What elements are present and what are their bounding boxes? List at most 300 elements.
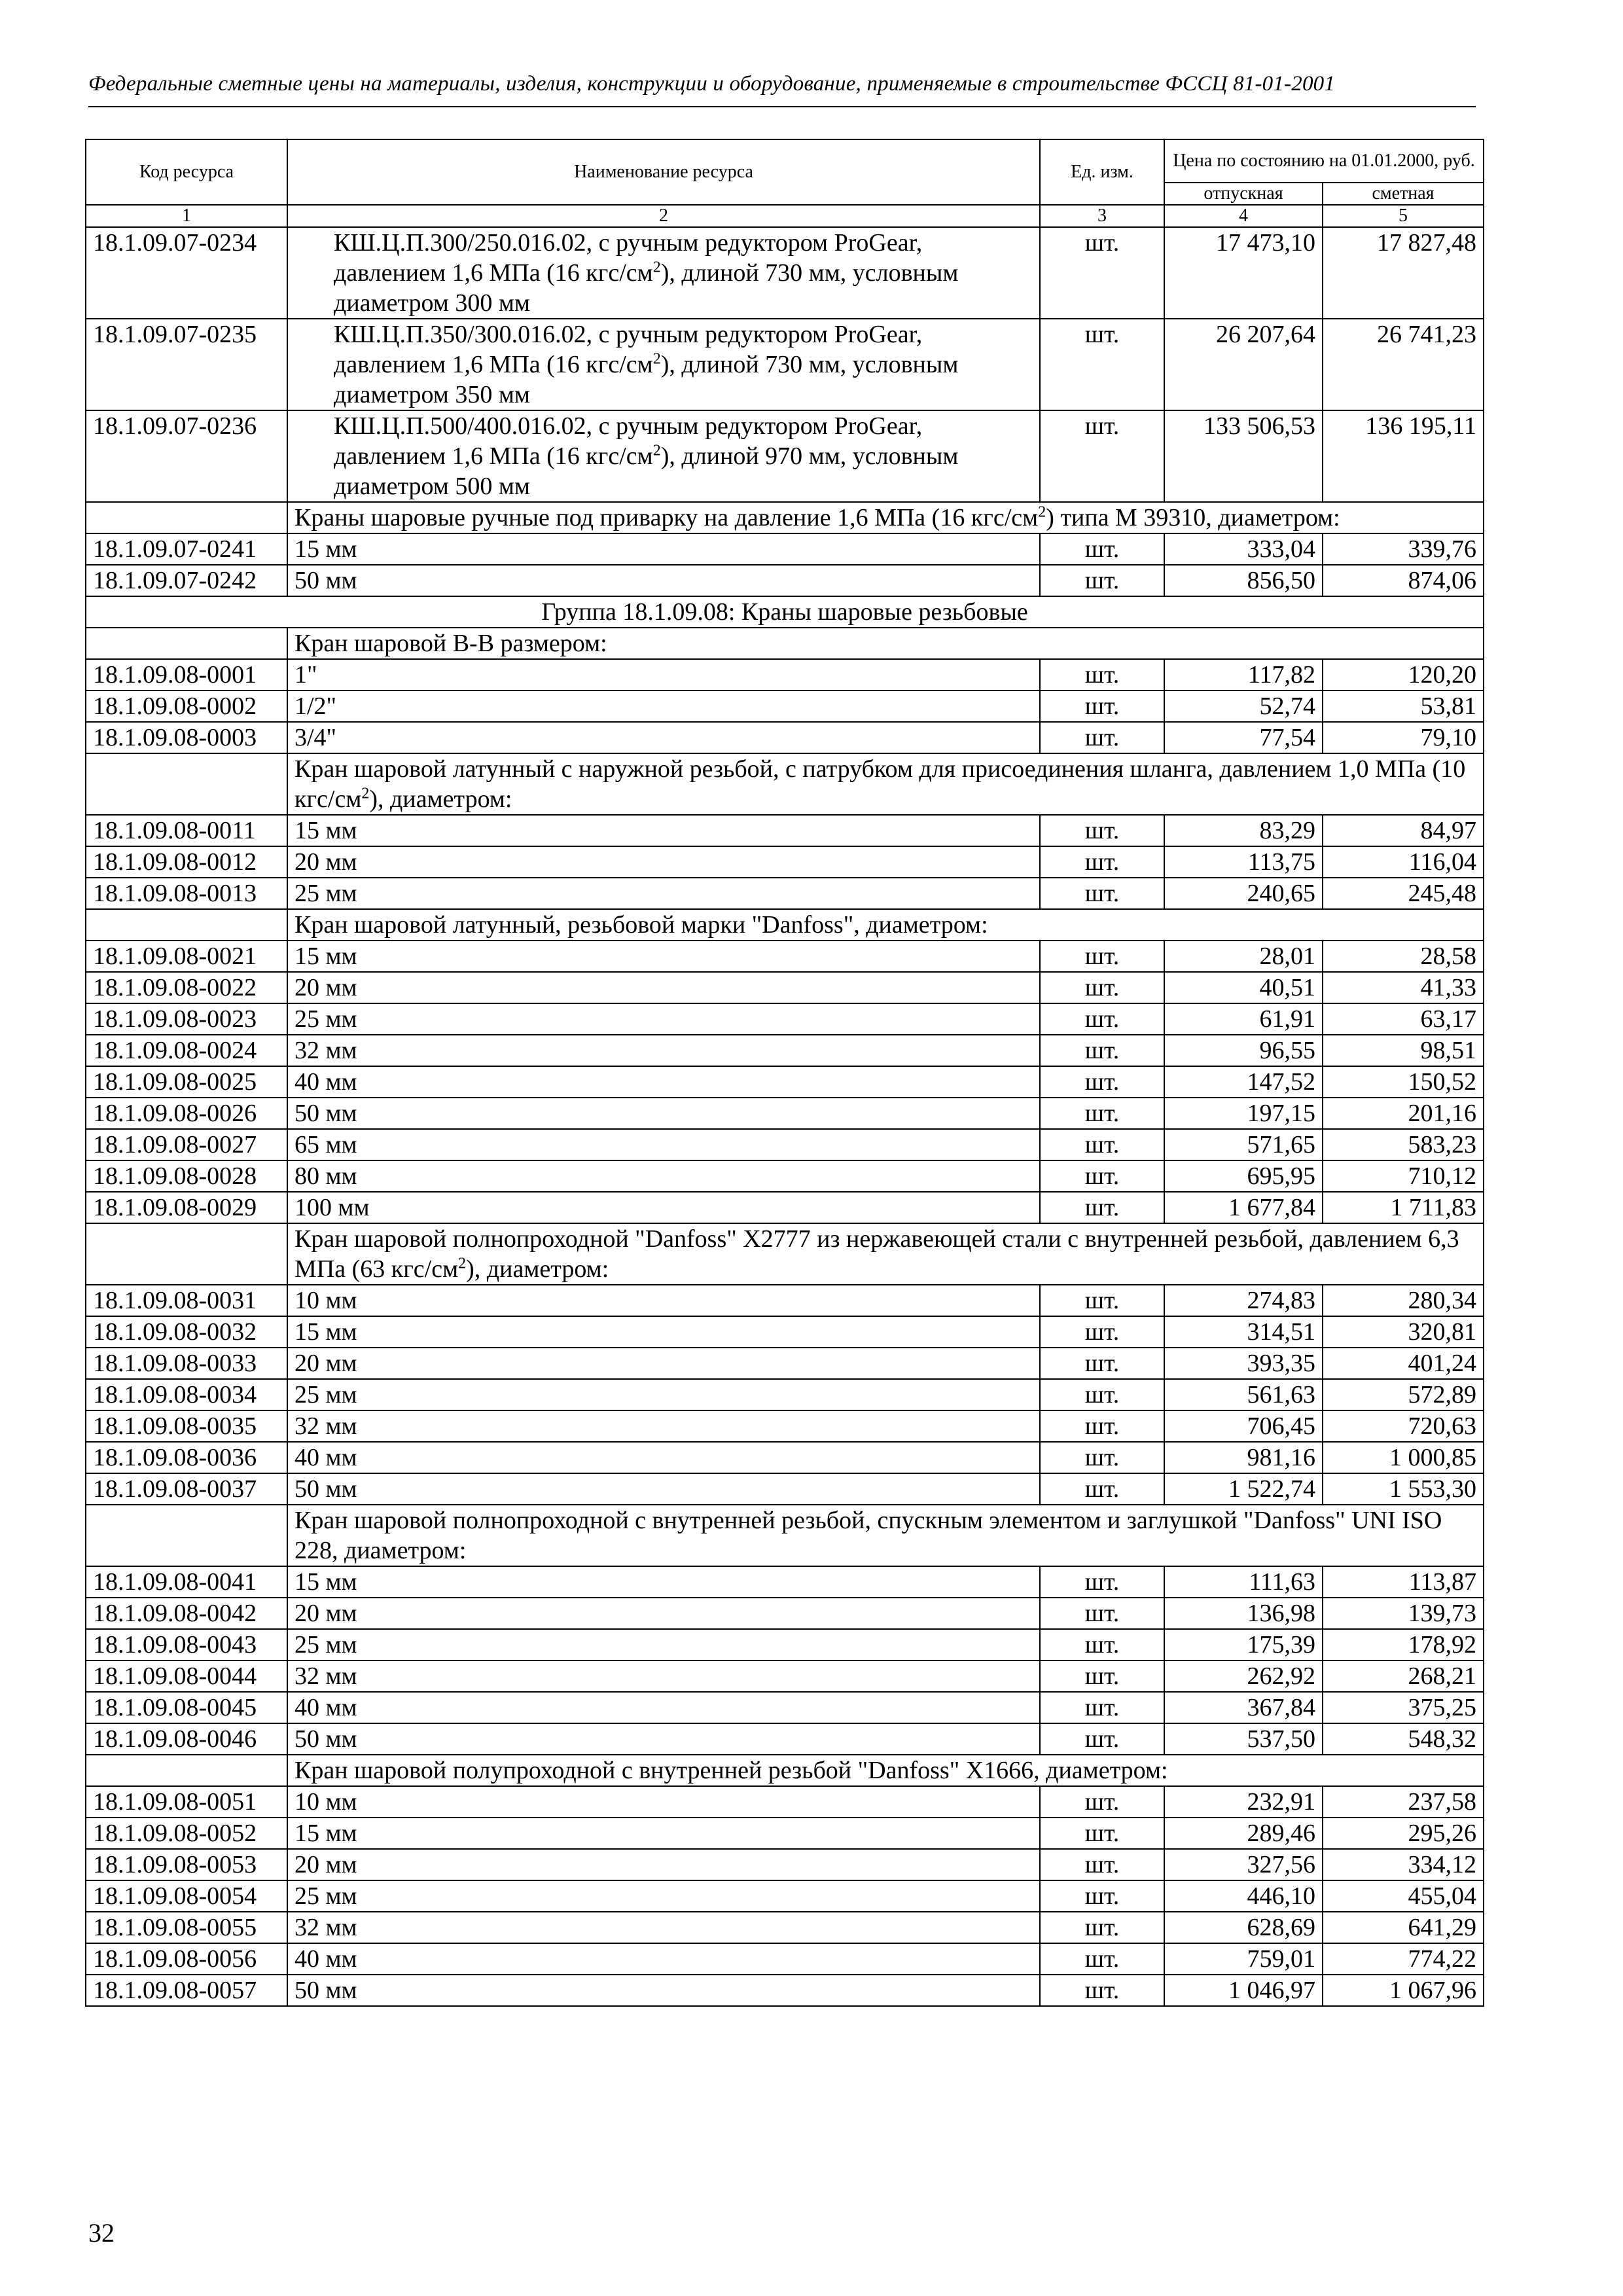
- unit: шт.: [1040, 659, 1164, 691]
- unit: шт.: [1040, 1566, 1164, 1598]
- resource-code: 18.1.09.08-0052: [86, 1818, 287, 1849]
- resource-name: [287, 1975, 1040, 2006]
- release-price: 26 207,64: [1164, 319, 1323, 410]
- release-price: 393,35: [1164, 1348, 1323, 1379]
- table-row: [86, 227, 1484, 319]
- unit: шт.: [1040, 1442, 1164, 1473]
- resource-code: 18.1.09.08-0055: [86, 1912, 287, 1943]
- unit: шт.: [1040, 972, 1164, 1003]
- unit: шт.: [1040, 565, 1164, 596]
- resource-code: 18.1.09.08-0041: [86, 1566, 287, 1598]
- resource-name-text: 100 мм: [294, 1194, 370, 1221]
- resource-code: 18.1.09.08-0012: [86, 846, 287, 878]
- resource-code: 18.1.09.07-0242: [86, 565, 287, 596]
- resource-name-text: 32 мм: [294, 1412, 357, 1440]
- price-table: [85, 139, 1484, 2007]
- resource-code: 18.1.09.08-0056: [86, 1943, 287, 1975]
- release-price: 240,65: [1164, 878, 1323, 909]
- unit: шт.: [1040, 533, 1164, 565]
- resource-name-text: 25 мм: [294, 880, 357, 907]
- unit: шт.: [1040, 1192, 1164, 1223]
- resource-name: [287, 227, 1040, 319]
- estimate-price: 1 067,96: [1323, 1975, 1484, 2006]
- estimate-price: 84,97: [1323, 815, 1484, 846]
- resource-name: [287, 1818, 1040, 1849]
- resource-name-text: 50 мм: [294, 567, 357, 594]
- unit: шт.: [1040, 1035, 1164, 1066]
- resource-name: [287, 1066, 1040, 1098]
- col-number-2: 2: [287, 205, 1040, 227]
- resource-code: 18.1.09.08-0026: [86, 1098, 287, 1129]
- resource-name-text: 40 мм: [294, 1068, 357, 1096]
- release-price: 147,52: [1164, 1066, 1323, 1098]
- resource-code: 18.1.09.07-0235: [86, 319, 287, 410]
- resource-code: 18.1.09.08-0025: [86, 1066, 287, 1098]
- estimate-price: 116,04: [1323, 846, 1484, 878]
- release-price: 289,46: [1164, 1818, 1323, 1849]
- resource-code: 18.1.09.08-0053: [86, 1849, 287, 1880]
- unit: шт.: [1040, 1098, 1164, 1129]
- empty-code-cell: [86, 628, 287, 659]
- estimate-price: 334,12: [1323, 1849, 1484, 1880]
- subgroup-row: [86, 1223, 1484, 1285]
- release-price: 561,63: [1164, 1379, 1323, 1410]
- subgroup-row: [86, 753, 1484, 815]
- table-row: [86, 1316, 1484, 1348]
- table-row: [86, 659, 1484, 691]
- subgroup-heading: Кран шаровой полнопроходной с внутренней резьбой, спускным элементом и заглушкой "Danfoss" UNI ISO 228, диаметром:: [287, 1505, 1484, 1566]
- unit: шт.: [1040, 1598, 1164, 1629]
- unit: шт.: [1040, 941, 1164, 972]
- release-price: 1 046,97: [1164, 1975, 1323, 2006]
- subgroup-row: [86, 502, 1484, 533]
- unit: шт.: [1040, 1066, 1164, 1098]
- unit: шт.: [1040, 1786, 1164, 1818]
- resource-code: 18.1.09.08-0031: [86, 1285, 287, 1316]
- resource-code: 18.1.09.08-0021: [86, 941, 287, 972]
- resource-name-text: 20 мм: [294, 1600, 357, 1627]
- release-price: 1 522,74: [1164, 1473, 1323, 1505]
- release-price: 28,01: [1164, 941, 1323, 972]
- resource-code: 18.1.09.08-0023: [86, 1003, 287, 1035]
- resource-name-text: 32 мм: [294, 1037, 357, 1064]
- col-header-unit: Ед. изм.: [1040, 139, 1164, 205]
- resource-name: [287, 1348, 1040, 1379]
- estimate-price: 874,06: [1323, 565, 1484, 596]
- estimate-price: 720,63: [1323, 1410, 1484, 1442]
- resource-code: 18.1.09.08-0042: [86, 1598, 287, 1629]
- table-row: [86, 1285, 1484, 1316]
- release-price: 40,51: [1164, 972, 1323, 1003]
- col-number-3: 3: [1040, 205, 1164, 227]
- table-row: [86, 565, 1484, 596]
- estimate-price: 339,76: [1323, 533, 1484, 565]
- subgroup-heading: Краны шаровые ручные под приварку на давление 1,6 МПа (16 кгс/$см^2$) типа М 39310, диаметром:: [287, 502, 1484, 533]
- resource-name-text: 15 мм: [294, 1568, 357, 1596]
- release-price: 96,55: [1164, 1035, 1323, 1066]
- unit: шт.: [1040, 319, 1164, 410]
- unit: шт.: [1040, 227, 1164, 319]
- release-price: 314,51: [1164, 1316, 1323, 1348]
- subgroup-heading: Кран шаровой полупроходной с внутренней резьбой "Danfoss" X1666, диаметром:: [287, 1755, 1484, 1786]
- release-price: 133 506,53: [1164, 410, 1323, 502]
- resource-code: 18.1.09.08-0028: [86, 1160, 287, 1192]
- resource-name-text: 10 мм: [294, 1287, 357, 1314]
- unit: шт.: [1040, 1410, 1164, 1442]
- resource-name: [287, 1660, 1040, 1692]
- estimate-price: 455,04: [1323, 1880, 1484, 1912]
- resource-name: [287, 1786, 1040, 1818]
- table-row: [86, 1566, 1484, 1598]
- estimate-price: 245,48: [1323, 878, 1484, 909]
- col-header-estimate-price: сметная: [1323, 183, 1484, 205]
- resource-code: 18.1.09.08-0029: [86, 1192, 287, 1223]
- resource-name-text: 1/2": [294, 692, 337, 720]
- unit: шт.: [1040, 815, 1164, 846]
- unit: шт.: [1040, 1285, 1164, 1316]
- release-price: 136,98: [1164, 1598, 1323, 1629]
- resource-name: [287, 1129, 1040, 1160]
- resource-name: [287, 1566, 1040, 1598]
- resource-code: 18.1.09.08-0002: [86, 691, 287, 722]
- resource-name-text: 20 мм: [294, 1851, 357, 1878]
- resource-name-text: 50 мм: [294, 1100, 357, 1127]
- running-header: Федеральные сметные цены на материалы, изделия, конструкции и оборудование, применяемые в строительстве ФССЦ 81-01-2001: [88, 72, 1476, 107]
- empty-code-cell: [86, 1223, 287, 1285]
- resource-code: 18.1.09.08-0036: [86, 1442, 287, 1473]
- resource-name-text: 32 мм: [294, 1914, 357, 1941]
- resource-name-text: 50 мм: [294, 1475, 357, 1503]
- estimate-price: 1 711,83: [1323, 1192, 1484, 1223]
- estimate-price: 63,17: [1323, 1003, 1484, 1035]
- release-price: 113,75: [1164, 846, 1323, 878]
- unit: шт.: [1040, 1629, 1164, 1660]
- table-row: [86, 815, 1484, 846]
- resource-name: [287, 659, 1040, 691]
- resource-name-text: 50 мм: [294, 1977, 357, 2004]
- table-row: [86, 319, 1484, 410]
- table-row: [86, 1379, 1484, 1410]
- resource-name: [287, 565, 1040, 596]
- resource-code: 18.1.09.07-0234: [86, 227, 287, 319]
- release-price: 695,95: [1164, 1160, 1323, 1192]
- resource-code: 18.1.09.08-0037: [86, 1473, 287, 1505]
- unit: шт.: [1040, 1379, 1164, 1410]
- release-price: 232,91: [1164, 1786, 1323, 1818]
- resource-name-text: 80 мм: [294, 1162, 357, 1190]
- table-row: [86, 1786, 1484, 1818]
- subgroup-row: [86, 1755, 1484, 1786]
- resource-code: 18.1.09.08-0024: [86, 1035, 287, 1066]
- empty-code-cell: [86, 753, 287, 815]
- resource-name: [287, 1473, 1040, 1505]
- unit: шт.: [1040, 410, 1164, 502]
- table-row: [86, 1035, 1484, 1066]
- estimate-price: 26 741,23: [1323, 319, 1484, 410]
- unit: шт.: [1040, 1975, 1164, 2006]
- table-row: [86, 722, 1484, 753]
- table-row: [86, 1975, 1484, 2006]
- table-row: [86, 1129, 1484, 1160]
- table-row: [86, 972, 1484, 1003]
- table-row: [86, 1442, 1484, 1473]
- empty-code-cell: [86, 1755, 287, 1786]
- resource-name: [287, 1692, 1040, 1723]
- resource-name-text: 40 мм: [294, 1945, 357, 1973]
- resource-code: 18.1.09.08-0057: [86, 1975, 287, 2006]
- resource-name: [287, 1442, 1040, 1473]
- estimate-price: 150,52: [1323, 1066, 1484, 1098]
- subgroup-row: [86, 628, 1484, 659]
- estimate-price: 774,22: [1323, 1943, 1484, 1975]
- release-price: 571,65: [1164, 1129, 1323, 1160]
- estimate-price: 641,29: [1323, 1912, 1484, 1943]
- release-price: 61,91: [1164, 1003, 1323, 1035]
- resource-name-text: 15 мм: [294, 942, 357, 970]
- resource-name-text: 1": [294, 661, 317, 689]
- resource-code: 18.1.09.08-0054: [86, 1880, 287, 1912]
- release-price: 274,83: [1164, 1285, 1323, 1316]
- resource-name-text: 25 мм: [294, 1631, 357, 1659]
- resource-name-text: 65 мм: [294, 1131, 357, 1158]
- resource-code: 18.1.09.08-0027: [86, 1129, 287, 1160]
- release-price: 83,29: [1164, 815, 1323, 846]
- estimate-price: 113,87: [1323, 1566, 1484, 1598]
- resource-name: [287, 533, 1040, 565]
- resource-name: [287, 691, 1040, 722]
- resource-name-text: 20 мм: [294, 1350, 357, 1377]
- estimate-price: 295,26: [1323, 1818, 1484, 1849]
- estimate-price: 375,25: [1323, 1692, 1484, 1723]
- estimate-price: 583,23: [1323, 1129, 1484, 1160]
- resource-name: [287, 1723, 1040, 1755]
- estimate-price: 320,81: [1323, 1316, 1484, 1348]
- subgroup-heading: Кран шаровой латунный, резьбовой марки "Danfoss", диаметром:: [287, 909, 1484, 941]
- resource-name: [287, 1943, 1040, 1975]
- release-price: 327,56: [1164, 1849, 1323, 1880]
- estimate-price: 139,73: [1323, 1598, 1484, 1629]
- estimate-price: 280,34: [1323, 1285, 1484, 1316]
- release-price: 856,50: [1164, 565, 1323, 596]
- release-price: 262,92: [1164, 1660, 1323, 1692]
- table-row: [86, 1818, 1484, 1849]
- resource-name: [287, 319, 1040, 410]
- unit: шт.: [1040, 1849, 1164, 1880]
- resource-name: [287, 1598, 1040, 1629]
- table-row: [86, 533, 1484, 565]
- resource-code: 18.1.09.08-0033: [86, 1348, 287, 1379]
- table-row: [86, 1098, 1484, 1129]
- table-row: [86, 1692, 1484, 1723]
- unit: шт.: [1040, 1129, 1164, 1160]
- release-price: 175,39: [1164, 1629, 1323, 1660]
- table-row: [86, 1943, 1484, 1975]
- table-row: [86, 691, 1484, 722]
- resource-name: [287, 1849, 1040, 1880]
- unit: шт.: [1040, 1660, 1164, 1692]
- estimate-price: 548,32: [1323, 1723, 1484, 1755]
- resource-name-text: 15 мм: [294, 535, 357, 563]
- estimate-price: 237,58: [1323, 1786, 1484, 1818]
- subgroup-heading: Кран шаровой латунный с наружной резьбой, с патрубком для присоединения шланга, давлением 1,0 МПа (10 кгс/$см^2$), диаметром:: [287, 753, 1484, 815]
- col-header-release-price: отпускная: [1164, 183, 1323, 205]
- estimate-price: 201,16: [1323, 1098, 1484, 1129]
- table-row: [86, 1912, 1484, 1943]
- estimate-price: 268,21: [1323, 1660, 1484, 1692]
- resource-code: 18.1.09.08-0043: [86, 1629, 287, 1660]
- resource-code: 18.1.09.08-0044: [86, 1660, 287, 1692]
- estimate-price: 710,12: [1323, 1160, 1484, 1192]
- resource-code: 18.1.09.08-0046: [86, 1723, 287, 1755]
- resource-name: [287, 972, 1040, 1003]
- resource-code: 18.1.09.08-0001: [86, 659, 287, 691]
- unit: шт.: [1040, 878, 1164, 909]
- resource-code: 18.1.09.08-0032: [86, 1316, 287, 1348]
- table-row: [86, 1160, 1484, 1192]
- table-row: [86, 1192, 1484, 1223]
- resource-name-text: 32 мм: [294, 1662, 357, 1690]
- estimate-price: 178,92: [1323, 1629, 1484, 1660]
- table-row: [86, 1066, 1484, 1098]
- resource-name: [287, 1629, 1040, 1660]
- unit: шт.: [1040, 1818, 1164, 1849]
- unit: шт.: [1040, 691, 1164, 722]
- estimate-price: 120,20: [1323, 659, 1484, 691]
- estimate-price: 28,58: [1323, 941, 1484, 972]
- release-price: 537,50: [1164, 1723, 1323, 1755]
- unit: шт.: [1040, 722, 1164, 753]
- release-price: 367,84: [1164, 1692, 1323, 1723]
- release-price: 197,15: [1164, 1098, 1323, 1129]
- release-price: 759,01: [1164, 1943, 1323, 1975]
- resource-code: 18.1.09.07-0236: [86, 410, 287, 502]
- estimate-price: 1 553,30: [1323, 1473, 1484, 1505]
- estimate-price: 53,81: [1323, 691, 1484, 722]
- table-row: [86, 1473, 1484, 1505]
- table-row: [86, 878, 1484, 909]
- col-number-4: 4: [1164, 205, 1323, 227]
- unit: шт.: [1040, 1943, 1164, 1975]
- release-price: 111,63: [1164, 1566, 1323, 1598]
- resource-code: 18.1.09.08-0035: [86, 1410, 287, 1442]
- table-row: [86, 1629, 1484, 1660]
- unit: шт.: [1040, 1692, 1164, 1723]
- resource-name: [287, 1098, 1040, 1129]
- release-price: 17 473,10: [1164, 227, 1323, 319]
- table-row: [86, 1003, 1484, 1035]
- table-row: [86, 941, 1484, 972]
- resource-name-text: 40 мм: [294, 1694, 357, 1721]
- table-row: [86, 1660, 1484, 1692]
- page-number: 32: [88, 2218, 115, 2248]
- resource-name: [287, 722, 1040, 753]
- resource-name-text: 3/4": [294, 724, 337, 751]
- table-header: [86, 139, 1484, 227]
- resource-name-text: 15 мм: [294, 817, 357, 844]
- resource-name-text: КШ.Ц.П.350/300.016.02, с ручным редуктором ProGear, давлением 1,6 МПа (16 кгс/$см^2$), длиной 730 мм, условным диаметром 350 мм: [334, 321, 959, 408]
- resource-name-text: 20 мм: [294, 974, 357, 1001]
- resource-code: 18.1.09.08-0045: [86, 1692, 287, 1723]
- table-row: [86, 1880, 1484, 1912]
- resource-name: [287, 410, 1040, 502]
- group-heading: Группа 18.1.09.08: Краны шаровые резьбовые: [86, 596, 1484, 628]
- estimate-price: 41,33: [1323, 972, 1484, 1003]
- table-row: [86, 1723, 1484, 1755]
- resource-name: [287, 1316, 1040, 1348]
- empty-code-cell: [86, 502, 287, 533]
- release-price: 333,04: [1164, 533, 1323, 565]
- resource-name: [287, 1410, 1040, 1442]
- table-row: [86, 410, 1484, 502]
- col-number-1: 1: [86, 205, 287, 227]
- table-row: [86, 1598, 1484, 1629]
- unit: шт.: [1040, 1003, 1164, 1035]
- resource-name: [287, 1035, 1040, 1066]
- release-price: 52,74: [1164, 691, 1323, 722]
- unit: шт.: [1040, 1912, 1164, 1943]
- subgroup-row: [86, 1505, 1484, 1566]
- subgroup-heading: Кран шаровой полнопроходной "Danfoss" X2777 из нержавеющей стали с внутренней резьбой, давлением 6,3 МПа (63 кгс/$см^2$), диаметром:: [287, 1223, 1484, 1285]
- resource-name: [287, 1912, 1040, 1943]
- resource-name: [287, 846, 1040, 878]
- empty-code-cell: [86, 1505, 287, 1566]
- resource-name-text: 50 мм: [294, 1725, 357, 1753]
- resource-name: [287, 941, 1040, 972]
- table-row: [86, 1410, 1484, 1442]
- unit: шт.: [1040, 1723, 1164, 1755]
- table-row: [86, 846, 1484, 878]
- estimate-price: 401,24: [1323, 1348, 1484, 1379]
- release-price: 77,54: [1164, 722, 1323, 753]
- unit: шт.: [1040, 1316, 1164, 1348]
- resource-name-text: 15 мм: [294, 1318, 357, 1346]
- resource-code: 18.1.09.08-0051: [86, 1786, 287, 1818]
- table-row: [86, 1348, 1484, 1379]
- resource-name: [287, 1160, 1040, 1192]
- subgroup-row: [86, 909, 1484, 941]
- estimate-price: 572,89: [1323, 1379, 1484, 1410]
- resource-name-text: 25 мм: [294, 1882, 357, 1910]
- table-body: [86, 227, 1484, 2006]
- resource-code: 18.1.09.08-0011: [86, 815, 287, 846]
- release-price: 628,69: [1164, 1912, 1323, 1943]
- resource-name-text: 25 мм: [294, 1005, 357, 1033]
- group-row: [86, 596, 1484, 628]
- resource-name-text: 10 мм: [294, 1788, 357, 1816]
- resource-name-text: КШ.Ц.П.300/250.016.02, с ручным редуктором ProGear, давлением 1,6 МПа (16 кгс/$см^2$), длиной 730 мм, условным диаметром 300 мм: [334, 229, 959, 317]
- resource-name: [287, 1192, 1040, 1223]
- unit: шт.: [1040, 846, 1164, 878]
- resource-name-text: 15 мм: [294, 1820, 357, 1847]
- empty-code-cell: [86, 909, 287, 941]
- resource-code: 18.1.09.08-0022: [86, 972, 287, 1003]
- release-price: 981,16: [1164, 1442, 1323, 1473]
- release-price: 446,10: [1164, 1880, 1323, 1912]
- resource-code: 18.1.09.08-0003: [86, 722, 287, 753]
- resource-code: 18.1.09.08-0034: [86, 1379, 287, 1410]
- resource-name-text: КШ.Ц.П.500/400.016.02, с ручным редуктором ProGear, давлением 1,6 МПа (16 кгс/$см^2$), длиной 970 мм, условным диаметром 500 мм: [334, 412, 959, 500]
- release-price: 117,82: [1164, 659, 1323, 691]
- estimate-price: 136 195,11: [1323, 410, 1484, 502]
- unit: шт.: [1040, 1473, 1164, 1505]
- resource-name-text: 40 мм: [294, 1444, 357, 1471]
- col-header-price: Цена по состоянию на 01.01.2000, руб.: [1164, 139, 1484, 183]
- resource-name: [287, 1379, 1040, 1410]
- unit: шт.: [1040, 1348, 1164, 1379]
- estimate-price: 98,51: [1323, 1035, 1484, 1066]
- resource-name-text: 20 мм: [294, 848, 357, 876]
- table-row: [86, 1849, 1484, 1880]
